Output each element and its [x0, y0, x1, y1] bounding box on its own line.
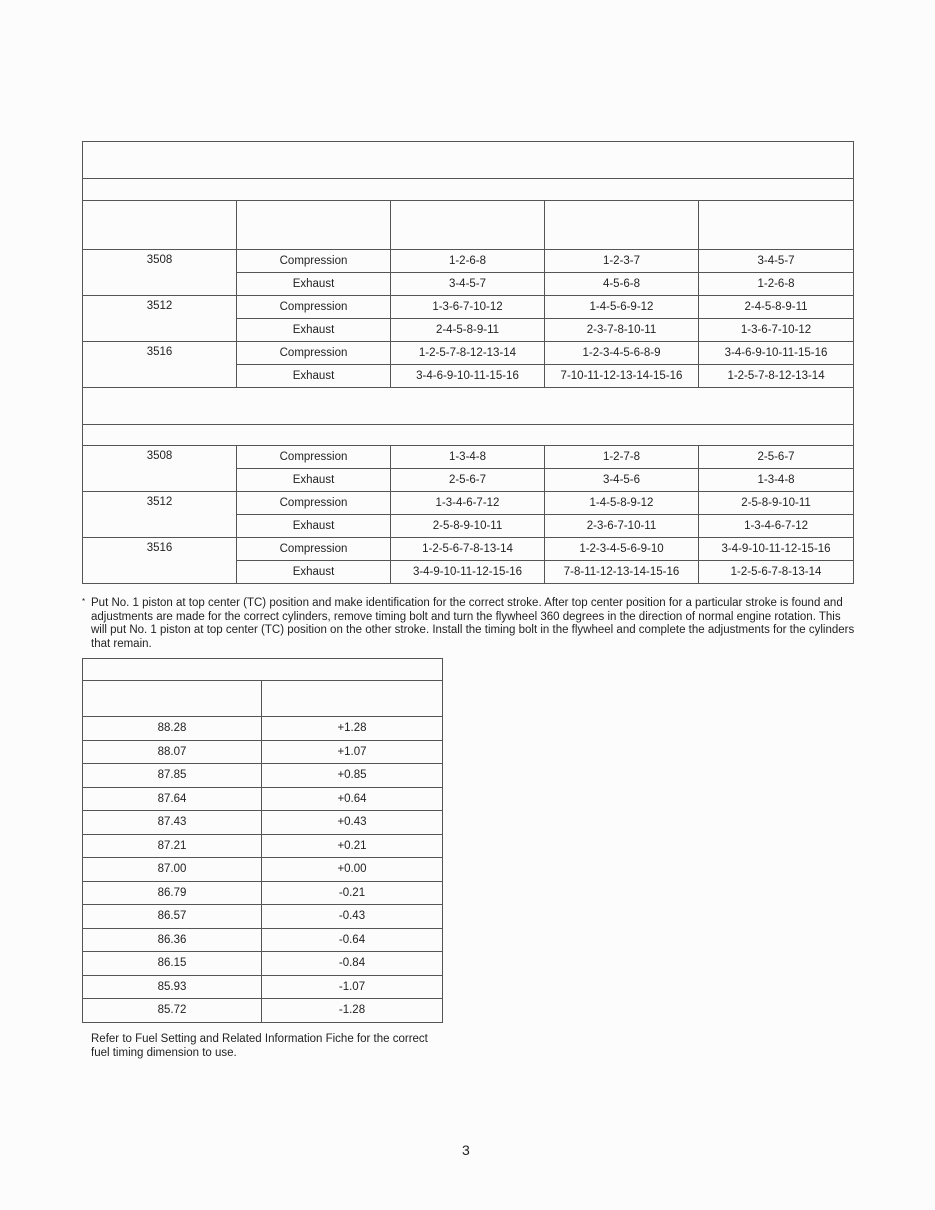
cylinders-cell: 2-3-6-7-10-11	[545, 515, 699, 538]
valve-adjustment-table	[82, 141, 854, 584]
section-subtitle-row	[83, 425, 854, 446]
table-row	[83, 717, 443, 741]
stroke-label: Exhaust	[237, 319, 391, 342]
dimension-cell: 86.57	[83, 905, 262, 929]
stroke-label: Compression	[237, 446, 391, 469]
footnote-text: Put No. 1 piston at top center (TC) position and make identification for the correct stroke. After top center position for a particular stroke is found and adjustments are made for the correct cylinders, remove timing bolt and turn the flywheel 360 degrees in the direction of normal engine rotation. This will put No. 1 piston at top center (TC) position on the other stroke. Install the timing bolt in the flywheel and complete the adjustments for the cylinders that remain.	[91, 597, 855, 650]
table-row	[83, 538, 854, 561]
stroke-label: Exhaust	[237, 365, 391, 388]
offset-cell: +0.00	[262, 858, 443, 882]
dimension-cell: 85.72	[83, 999, 262, 1023]
offset-cell: +1.28	[262, 717, 443, 741]
cylinders-cell: 1-4-5-6-9-12	[545, 296, 699, 319]
table-row	[83, 250, 854, 273]
offset-cell: +0.64	[262, 787, 443, 811]
table-row	[83, 905, 443, 929]
cylinders-cell: 1-2-5-7-8-12-13-14	[699, 365, 854, 388]
cylinders-cell: 2-4-5-8-9-11	[699, 296, 854, 319]
table-row	[83, 342, 854, 365]
dimension-cell: 87.21	[83, 834, 262, 858]
cylinders-cell: 1-2-5-6-7-8-13-14	[391, 538, 545, 561]
dimension-cell: 87.00	[83, 858, 262, 882]
cylinders-cell: 3-4-6-9-10-11-15-16	[391, 365, 545, 388]
cylinders-cell: 1-2-7-8	[545, 446, 699, 469]
offset-cell: -0.64	[262, 928, 443, 952]
dimension-cell: 88.28	[83, 717, 262, 741]
offset-cell: +0.21	[262, 834, 443, 858]
offset-cell: -1.28	[262, 999, 443, 1023]
offset-cell: -1.07	[262, 975, 443, 999]
cylinders-cell: 1-4-5-8-9-12	[545, 492, 699, 515]
dimension-cell: 88.07	[83, 740, 262, 764]
stroke-label: Compression	[237, 538, 391, 561]
cylinders-cell: 1-2-3-7	[545, 250, 699, 273]
stroke-label: Exhaust	[237, 561, 391, 584]
dimension-cell: 87.43	[83, 811, 262, 835]
dimension-cell: 87.64	[83, 787, 262, 811]
cylinders-cell: 1-3-4-6-7-12	[699, 515, 854, 538]
offset-cell: -0.84	[262, 952, 443, 976]
cylinders-cell: 2-5-8-9-10-11	[699, 492, 854, 515]
table-row	[83, 811, 443, 835]
section-title-row	[83, 388, 854, 425]
dimension-cell: 85.93	[83, 975, 262, 999]
stroke-label: Compression	[237, 342, 391, 365]
cylinders-cell: 1-3-4-8	[699, 469, 854, 492]
cylinders-cell: 1-2-6-8	[391, 250, 545, 273]
cylinders-cell: 7-10-11-12-13-14-15-16	[545, 365, 699, 388]
cylinders-cell: 3-4-5-7	[391, 273, 545, 296]
fuel-note: Refer to Fuel Setting and Related Information Fiche for the correct fuel timing dimension to use.	[91, 1033, 428, 1059]
table-row	[83, 834, 443, 858]
engine-model: 3516	[83, 538, 237, 584]
table-header-row	[83, 201, 854, 250]
cylinders-cell: 1-3-6-7-10-12	[699, 319, 854, 342]
cylinders-cell: 1-3-6-7-10-12	[391, 296, 545, 319]
table-row	[83, 952, 443, 976]
cylinders-cell: 3-4-9-10-11-12-15-16	[391, 561, 545, 584]
engine-model: 3516	[83, 342, 237, 388]
table-row	[83, 975, 443, 999]
cylinders-cell: 1-2-3-4-5-6-9-10	[545, 538, 699, 561]
table-row	[83, 764, 443, 788]
table-row	[83, 740, 443, 764]
cylinders-cell: 1-3-4-8	[391, 446, 545, 469]
cylinders-cell: 3-4-6-9-10-11-15-16	[699, 342, 854, 365]
stroke-label: Exhaust	[237, 515, 391, 538]
table-subtitle-row	[83, 179, 854, 201]
cylinders-cell: 2-5-8-9-10-11	[391, 515, 545, 538]
dimension-cell: 87.85	[83, 764, 262, 788]
table-row	[83, 296, 854, 319]
dimension-cell: 86.15	[83, 952, 262, 976]
cylinders-cell: 2-3-7-8-10-11	[545, 319, 699, 342]
cylinders-cell: 3-4-5-7	[699, 250, 854, 273]
engine-model: 3512	[83, 296, 237, 342]
table-title-row	[83, 659, 443, 681]
table-row	[83, 446, 854, 469]
cylinders-cell: 3-4-9-10-11-12-15-16	[699, 538, 854, 561]
cylinders-cell: 1-2-3-4-5-6-8-9	[545, 342, 699, 365]
cylinders-cell: 1-3-4-6-7-12	[391, 492, 545, 515]
dimension-cell: 86.79	[83, 881, 262, 905]
engine-model: 3508	[83, 250, 237, 296]
offset-cell: -0.43	[262, 905, 443, 929]
table-header-row	[83, 681, 443, 717]
cylinders-cell: 4-5-6-8	[545, 273, 699, 296]
cylinders-cell: 1-2-5-7-8-12-13-14	[391, 342, 545, 365]
page-number: 3	[462, 1142, 470, 1158]
table-row	[83, 858, 443, 882]
table-row	[83, 881, 443, 905]
cylinders-cell: 1-2-6-8	[699, 273, 854, 296]
table-row	[83, 928, 443, 952]
stroke-label: Exhaust	[237, 469, 391, 492]
cylinders-cell: 7-8-11-12-13-14-15-16	[545, 561, 699, 584]
dimension-cell: 86.36	[83, 928, 262, 952]
table-title-row	[83, 142, 854, 179]
stroke-label: Exhaust	[237, 273, 391, 296]
cylinders-cell: 1-2-5-6-7-8-13-14	[699, 561, 854, 584]
offset-cell: +0.43	[262, 811, 443, 835]
engine-model: 3512	[83, 492, 237, 538]
stroke-label: Compression	[237, 250, 391, 273]
table-row	[83, 492, 854, 515]
cylinders-cell: 3-4-5-6	[545, 469, 699, 492]
offset-cell: +1.07	[262, 740, 443, 764]
engine-model: 3508	[83, 446, 237, 492]
footnote-mark: *	[82, 597, 86, 606]
footnote	[82, 597, 857, 651]
table-row	[83, 999, 443, 1023]
table-row	[83, 787, 443, 811]
cylinders-cell: 2-5-6-7	[391, 469, 545, 492]
stroke-label: Compression	[237, 296, 391, 319]
offset-cell: -0.21	[262, 881, 443, 905]
fuel-timing-table	[82, 658, 443, 1023]
cylinders-cell: 2-4-5-8-9-11	[391, 319, 545, 342]
offset-cell: +0.85	[262, 764, 443, 788]
cylinders-cell: 2-5-6-7	[699, 446, 854, 469]
stroke-label: Compression	[237, 492, 391, 515]
